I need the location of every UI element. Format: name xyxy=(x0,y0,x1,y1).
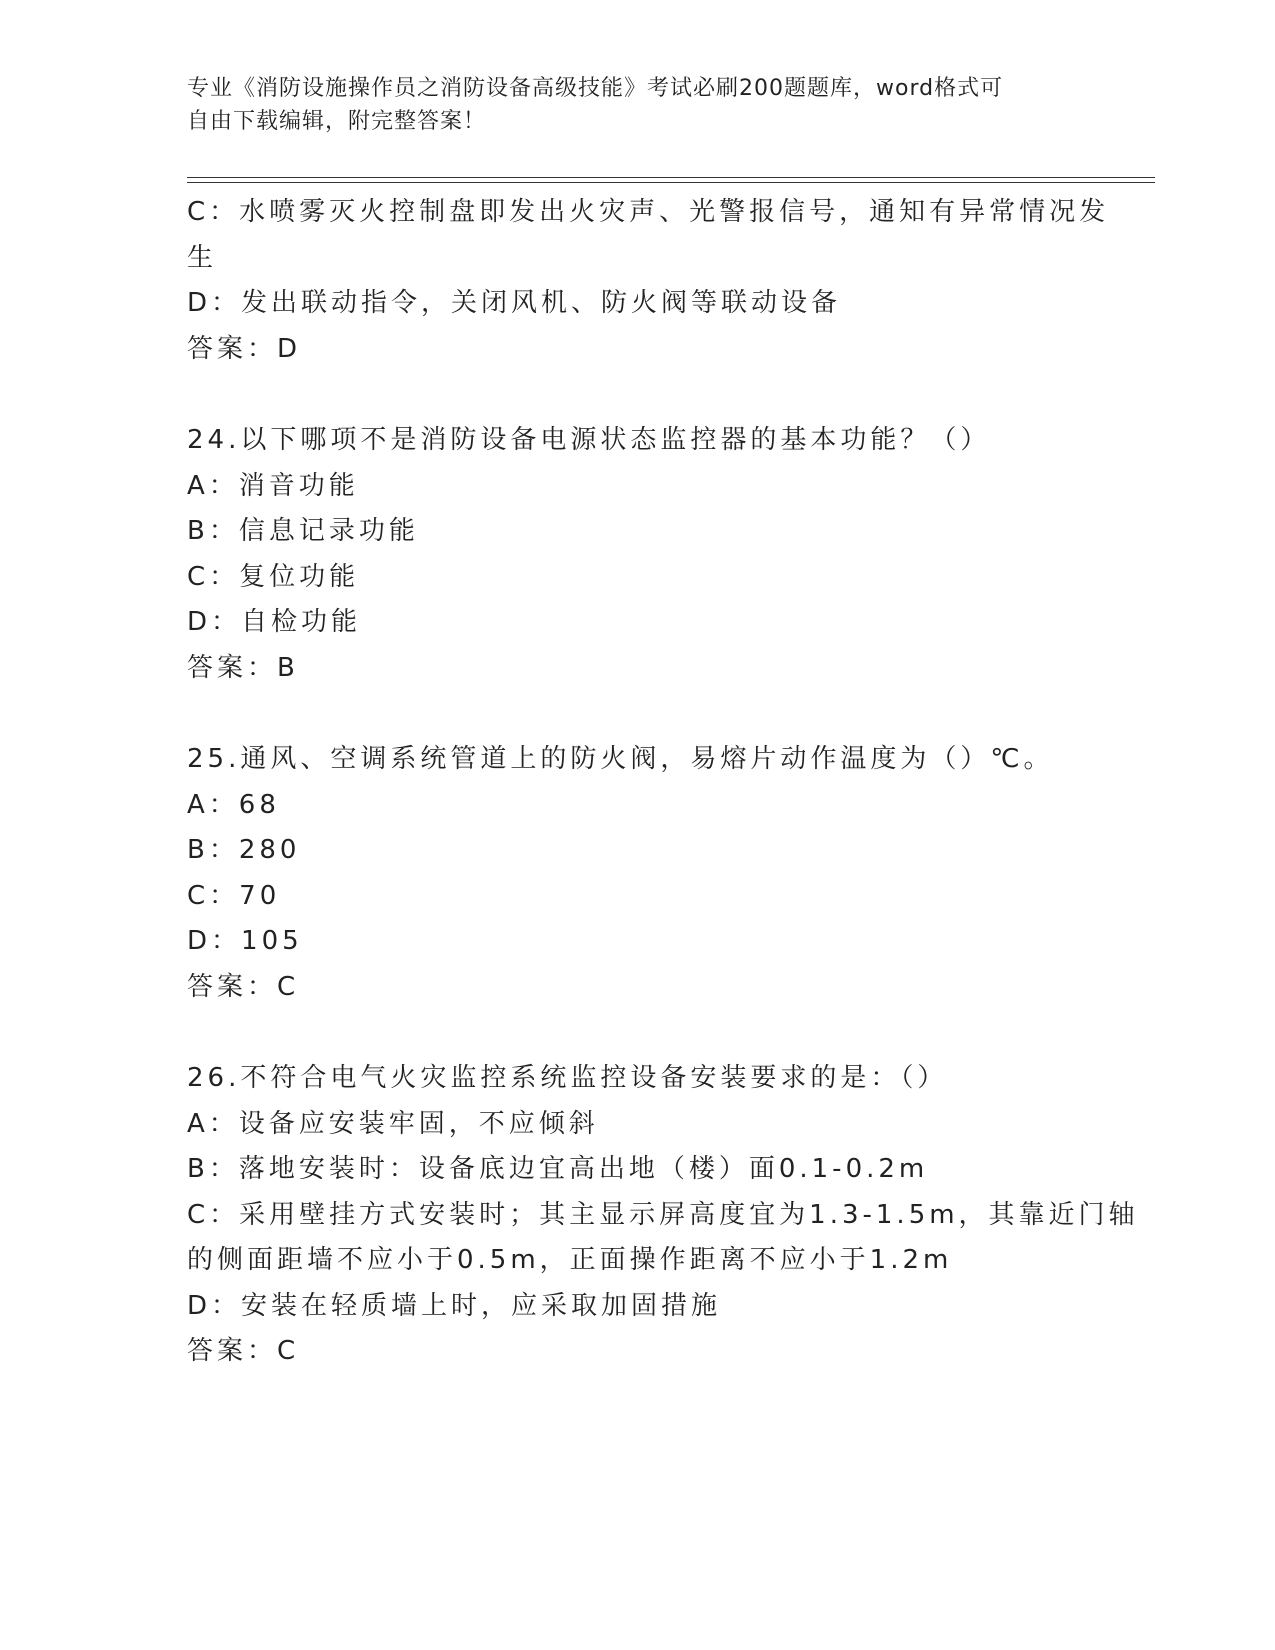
spacer xyxy=(187,1010,1087,1056)
spacer xyxy=(187,691,1087,737)
question-26 xyxy=(187,1056,1139,1375)
answer: 答案：C xyxy=(187,1336,300,1366)
option-c: C：复位功能 xyxy=(187,561,360,592)
question-stem: 26.不符合电气火灾监控系统监控设备安装要求的是：（） xyxy=(187,1063,948,1093)
header-line-1: 专业《消防设施操作员之消防设备高级技能》考试必刷200题题库，word格式可 xyxy=(187,76,1004,101)
question-25 xyxy=(187,737,1087,1010)
question-stem: 24.以下哪项不是消防设备电源状态监控器的基本功能？（） xyxy=(187,425,991,455)
option-a: A：68 xyxy=(187,789,280,820)
option-d: D：发出联动指令，关闭风机、防火阀等联动设备 xyxy=(187,288,842,318)
option-d: D：105 xyxy=(187,926,303,956)
header-line-2: 自由下载编辑，附完整答案！ xyxy=(187,109,487,134)
option-a: A：设备应安装牢固，不应倾斜 xyxy=(187,1108,599,1139)
option-b: B：280 xyxy=(187,835,301,865)
option-c: C：水喷雾灭火控制盘即发出火灾声、光警报信号，通知有异常情况发 xyxy=(187,197,1110,227)
option-a: A：消音功能 xyxy=(187,470,359,501)
question-stem: 25.通风、空调系统管道上的防火阀，易熔片动作温度为（）℃。 xyxy=(187,744,1054,774)
header-divider-bottom xyxy=(187,182,1155,183)
answer: 答案：D xyxy=(187,333,302,364)
option-c: C：采用壁挂方式安装时；其主显示屏高度宜为1.3-1.5m，其靠近门轴 xyxy=(187,1199,1139,1230)
answer: 答案：B xyxy=(187,652,299,683)
option-d: D：自检功能 xyxy=(187,607,362,637)
option-c: C：70 xyxy=(187,880,281,911)
spacer xyxy=(187,372,1087,418)
option-c-continuation: 生 xyxy=(187,242,218,273)
option-b: B：落地安装时：设备底边宜高出地（楼）面0.1-0.2m xyxy=(187,1154,929,1184)
option-c-continuation: 的侧面距墙不应小于0.5m，正面操作距离不应小于1.2m xyxy=(187,1245,953,1275)
answer: 答案：C xyxy=(187,971,300,1002)
question-list xyxy=(187,190,1139,1375)
question-24 xyxy=(187,418,1087,691)
question-23-partial xyxy=(187,190,1110,372)
option-b: B：信息记录功能 xyxy=(187,516,419,546)
option-d: D：安装在轻质墙上时，应采取加固措施 xyxy=(187,1290,722,1321)
document-header xyxy=(187,72,1087,138)
header-divider-top xyxy=(187,177,1155,178)
